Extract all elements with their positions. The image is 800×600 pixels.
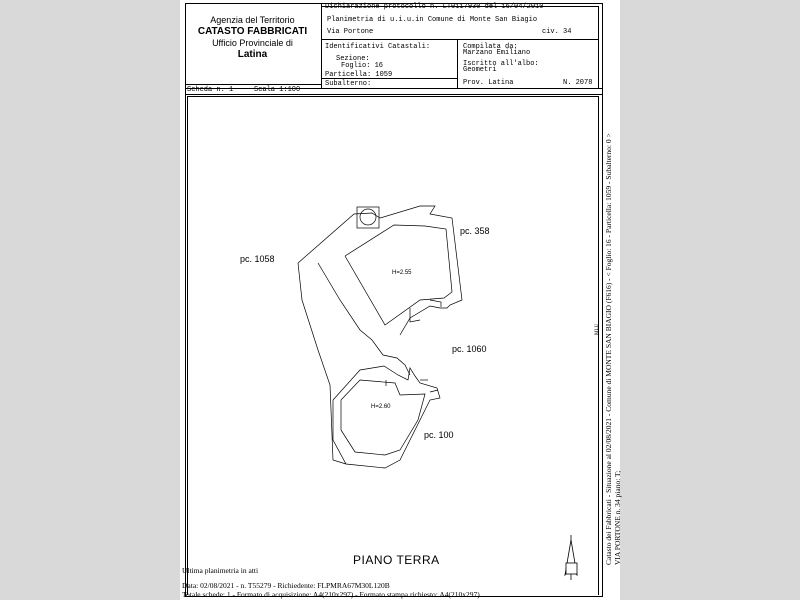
- protocol-text: Dichiarazione protocollo n. LT0117930 del 16/04/2010: [325, 3, 544, 11]
- scheda-text: Scheda n. 1: [187, 86, 234, 94]
- compiled-label: Compilata da:: [463, 43, 518, 51]
- civic-text: civ. 34: [542, 28, 572, 36]
- side-address-info: VIA PORTONE n. 34 piano: T;: [613, 470, 622, 565]
- north-arrow-icon: [565, 535, 577, 580]
- agency-title: CATASTO FABBRICATI: [197, 26, 308, 37]
- particella-text: Particella: 1059: [325, 71, 393, 79]
- room-height-2: H=2.60: [371, 404, 391, 410]
- province-text: Prov. Latina: [463, 79, 514, 87]
- parcel-358-label: pc. 358: [460, 226, 490, 236]
- agency-city: Latina: [237, 49, 268, 60]
- parcel-1060-label: pc. 1060: [452, 344, 487, 354]
- registered-label: Iscritto all'albo:: [463, 60, 539, 68]
- scala-text: Scala 1:100: [254, 86, 301, 94]
- footer-request-data: Data: 02/08/2021 - n. T55279 - Richiedente: FLPMRA67M30L120B: [182, 581, 390, 590]
- compiled-name: Marzano Emiliano: [463, 49, 531, 57]
- foglio-text: Foglio: 16: [341, 62, 384, 70]
- room-height-1: H=2.55: [392, 270, 412, 276]
- svg-text:MLU: MLU: [595, 323, 600, 335]
- parcel-100-label: pc. 100: [424, 430, 454, 440]
- parcel-1058-label: pc. 1058: [240, 254, 275, 264]
- planimetry-text: Planimetria di u.i.u.in Comune di Monte San Biagio: [327, 16, 538, 24]
- footer-last-plan: Ultima planimetria in atti: [182, 566, 259, 575]
- sezione-label: Sezione:: [336, 55, 370, 63]
- floor-label: PIANO TERRA: [353, 553, 440, 567]
- registered-value: Geometri: [463, 66, 497, 74]
- number-text: N. 2078: [563, 79, 593, 87]
- footer-format-info: Totale schede: 1 - Formato di acquisizione: A4(210x297) - Formato stampa richiesto: A4(210x297): [182, 590, 480, 599]
- agency-office: Ufficio Provinciale di: [212, 38, 293, 48]
- side-cadastre-info: Catasto dei Fabbricati - Situazione al 02/08/2021 - Comune di MONTE SAN BIAGIO (F616) - < Foglio: 16 - Particella: 1059 - Subalterno: 0 >: [604, 133, 613, 565]
- identifiers-label: Identificativi Catastali:: [325, 43, 431, 51]
- street-text: Via Portone: [327, 28, 374, 36]
- agency-name: Agenzia del Territorio: [210, 15, 295, 25]
- subalterno-label: Subalterno:: [325, 80, 372, 88]
